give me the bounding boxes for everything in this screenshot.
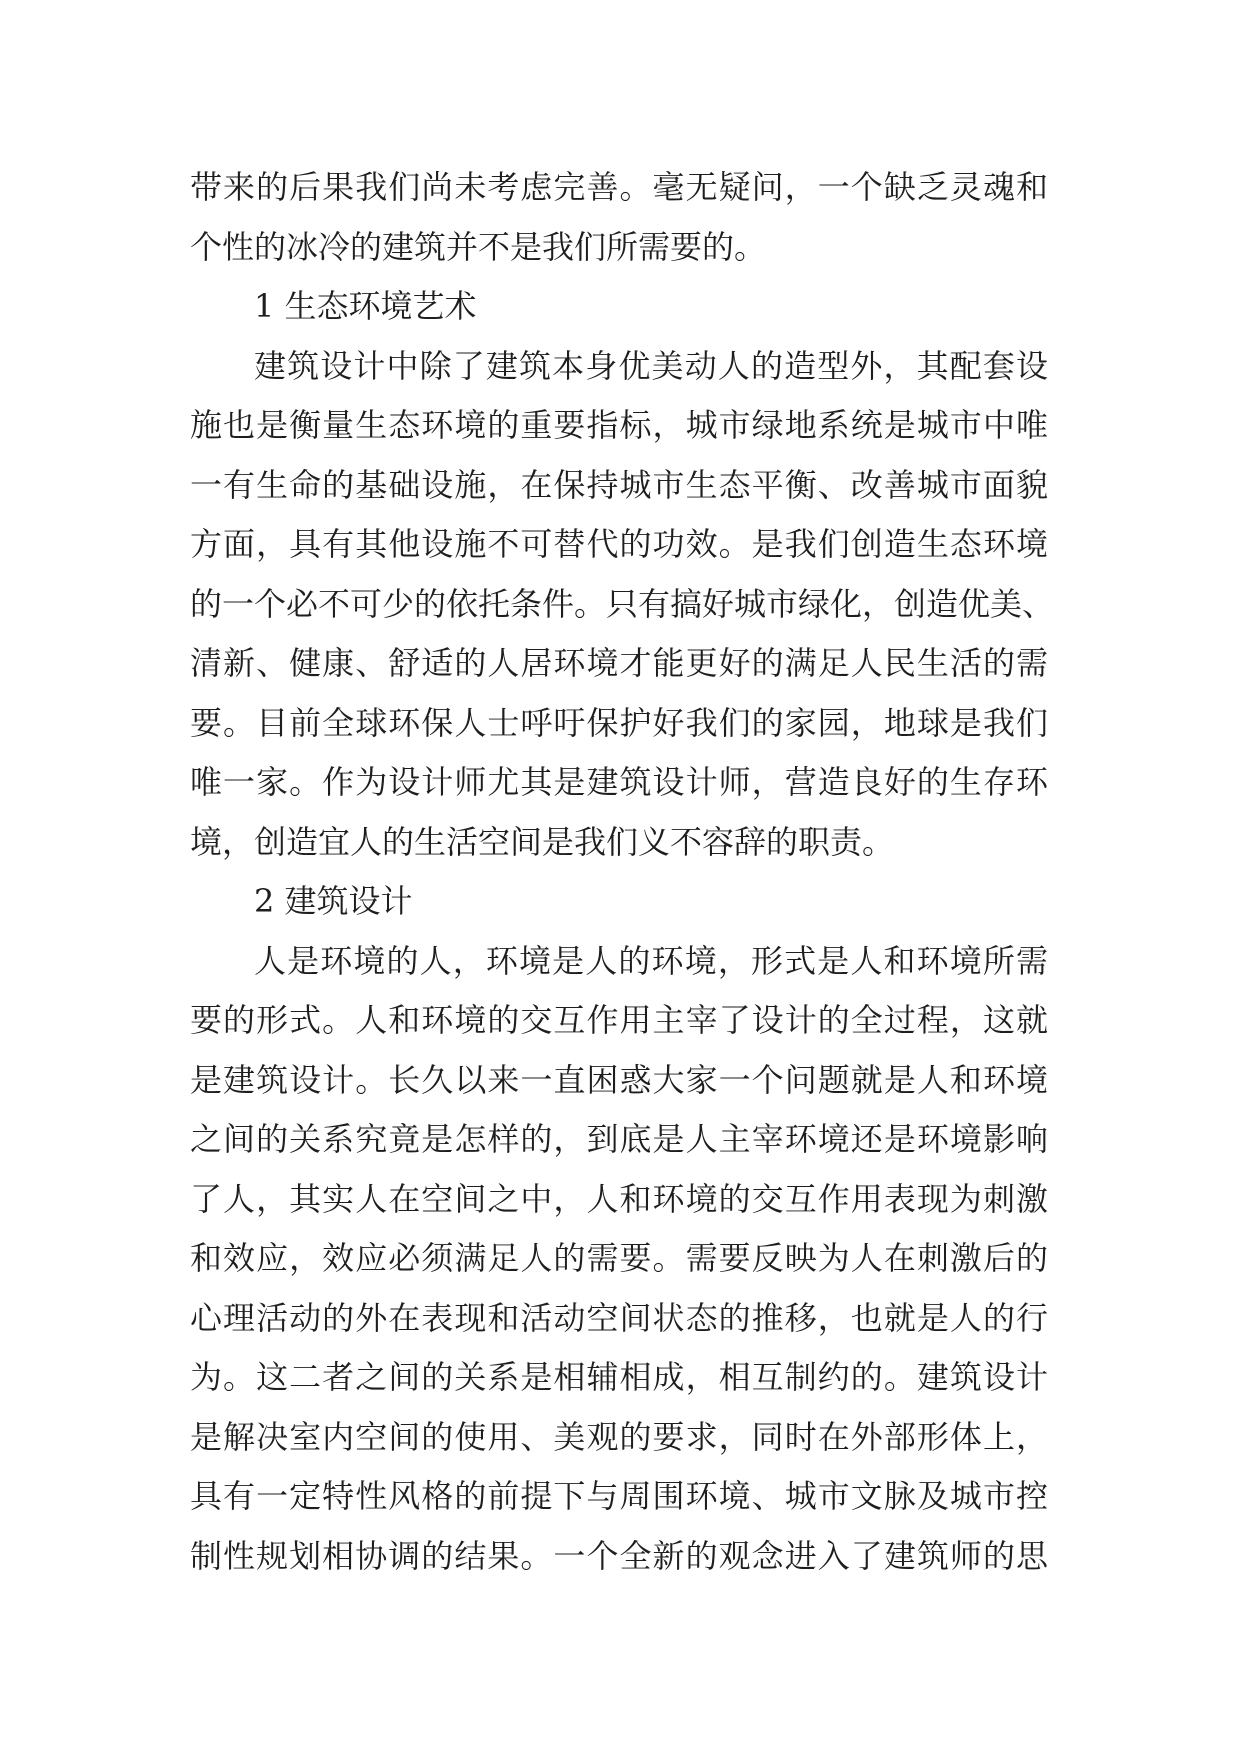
section-heading-architectural-design: 2 建筑设计 (254, 882, 413, 920)
paragraph-line: 人是环境的人，环境是人的环境，形式是人和环境所需 (254, 941, 1048, 980)
paragraph-line: 心理活动的外在表现和活动空间状态的推移，也就是人的行 (190, 1298, 1048, 1337)
paragraph-line: 个性的冰冷的建筑并不是我们所需要的。 (190, 227, 767, 266)
paragraph-line: 要。目前全球环保人士呼吁保护好我们的家园，地球是我们 (190, 703, 1048, 742)
paragraph-line: 要的形式。人和环境的交互作用主宰了设计的全过程，这就 (190, 1001, 1048, 1039)
paragraph-line: 和效应，效应必须满足人的需要。需要反映为人在刺激后的 (190, 1239, 1048, 1277)
paragraph-line: 施也是衡量生态环境的重要指标，城市绿地系统是城市中唯 (190, 406, 1048, 444)
paragraph-line: 方面，具有其他设施不可替代的功效。是我们创造生态环境 (190, 525, 1048, 563)
paragraph-line: 是解决室内空间的使用、美观的要求，同时在外部形体上， (190, 1417, 1048, 1456)
paragraph-line: 境，创造宜人的生活空间是我们义不容辞的职责。 (190, 822, 895, 861)
section-heading-ecology-art: 1 生态环境艺术 (254, 287, 477, 325)
paragraph-line: 建筑设计中除了建筑本身优美动人的造型外，其配套设 (254, 346, 1048, 385)
paragraph-line: 之间的关系究竟是怎样的，到底是人主宰环境还是环境影响 (190, 1120, 1048, 1158)
paragraph-line: 的一个必不可少的依托条件。只有搞好城市绿化，创造优美、 (190, 584, 1055, 623)
paragraph-line: 制性规划相协调的结果。一个全新的观念进入了建筑师的思 (190, 1536, 1048, 1575)
paragraph-line: 具有一定特性风格的前提下与周围环境、城市文脉及城市控 (190, 1477, 1048, 1515)
document-body (190, 158, 1055, 1586)
paragraph-line: 清新、健康、舒适的人居环境才能更好的满足人民生活的需 (190, 644, 1048, 682)
paragraph-line: 是建筑设计。长久以来一直困惑大家一个问题就是人和环境 (190, 1060, 1048, 1099)
paragraph-line: 一有生命的基础设施，在保持城市生态平衡、改善城市面貌 (190, 465, 1048, 504)
paragraph-line: 带来的后果我们尚未考虑完善。毫无疑问，一个缺乏灵魂和 (190, 168, 1048, 206)
paragraph-line: 为。这二者之间的关系是相辅相成，相互制约的。建筑设计 (190, 1358, 1048, 1396)
paragraph-line: 了人，其实人在空间之中，人和环境的交互作用表现为刺激 (190, 1179, 1048, 1218)
paragraph-line: 唯一家。作为设计师尤其是建筑设计师，营造良好的生存环 (190, 763, 1048, 801)
